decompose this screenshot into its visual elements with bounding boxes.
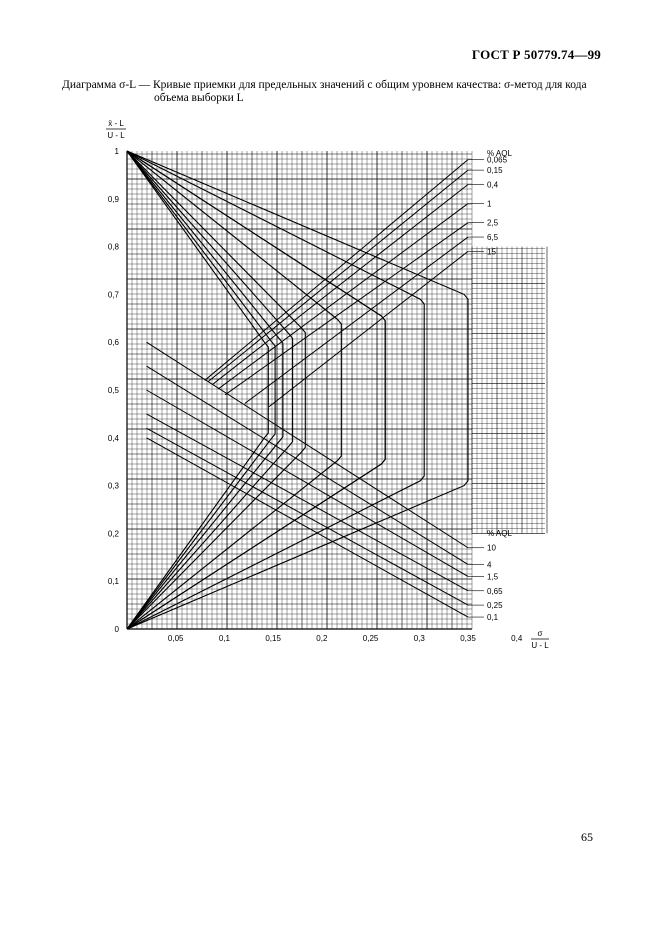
x-tick-label: 0,4: [511, 634, 523, 643]
upper-legend-label: 0,065: [487, 155, 508, 165]
outer-curve: [127, 151, 385, 629]
y-axis-label-num: x̄ - L: [108, 119, 124, 128]
x-axis-label-den: U - L: [531, 641, 549, 650]
upper-legend-label: 1: [487, 199, 492, 209]
lower-falling-line: [146, 438, 468, 617]
y-tick-label: 0,3: [107, 481, 119, 491]
y-tick-label: 0,9: [107, 194, 119, 204]
upper-legend-label: 0,15: [487, 166, 503, 176]
x-tick-label: 0,35: [460, 634, 476, 643]
lower-legend-label: 0,25: [487, 601, 503, 611]
upper-legend-label: 6,5: [487, 233, 499, 243]
x-axis-label-num: σ: [537, 629, 543, 638]
y-tick-label: 0,1: [107, 577, 119, 587]
upper-legend-label: 0,4: [487, 180, 499, 190]
page-number: 65: [581, 830, 593, 844]
y-tick-label: 0,6: [107, 338, 119, 348]
y-tick-label: 0,7: [107, 290, 119, 300]
upper-legend-label: 2,5: [487, 218, 499, 228]
x-tick-label: 0,3: [413, 634, 425, 643]
upper-legend-label: 15: [487, 247, 496, 257]
y-tick-label: 0,5: [107, 386, 119, 395]
lower-legend-label: 10: [487, 543, 496, 553]
upper-curve: [127, 151, 341, 629]
caption-line-1: Диаграмма σ-L — Кривые приемки для предельных значений с общим уровнем качества: σ-метод для кода: [62, 79, 587, 91]
x-tick-label: 0,2: [316, 634, 328, 643]
chart-curves: [127, 151, 484, 629]
lower-falling-line: [146, 414, 468, 591]
y-tick-label: 0,8: [107, 242, 119, 252]
x-tick-label: 0,05: [167, 634, 184, 643]
lower-legend-title: % AQL: [487, 528, 512, 538]
x-tick-label: 0,15: [265, 634, 281, 643]
upper-rising-line: [245, 237, 468, 403]
y-tick-label: 0,2: [107, 529, 119, 539]
y-axis-label-den: U - L: [107, 131, 125, 140]
y-tick-label: 1: [114, 147, 119, 156]
lower-legend-label: 0,1: [487, 613, 499, 623]
caption-line-2: объема выборки L: [154, 92, 244, 104]
y-tick-label: 0,4: [107, 433, 119, 443]
upper-legend-title: % AQL: [487, 148, 512, 158]
y-tick-label: 0: [114, 625, 119, 634]
x-tick-label: 0,1: [218, 634, 230, 643]
upper-curve: [127, 151, 283, 629]
upper-curve: [127, 151, 385, 629]
lower-falling-line: [146, 390, 468, 576]
lower-legend-label: 4: [487, 560, 492, 570]
lower-legend-label: 1,5: [487, 572, 499, 582]
lower-legend-label: 0,65: [487, 586, 503, 596]
upper-curve: [127, 151, 275, 629]
x-tick-label: 0,25: [362, 634, 379, 643]
standard-number: ГОСТ Р 50779.74—99: [471, 47, 601, 62]
chart-labels: [106, 119, 549, 650]
